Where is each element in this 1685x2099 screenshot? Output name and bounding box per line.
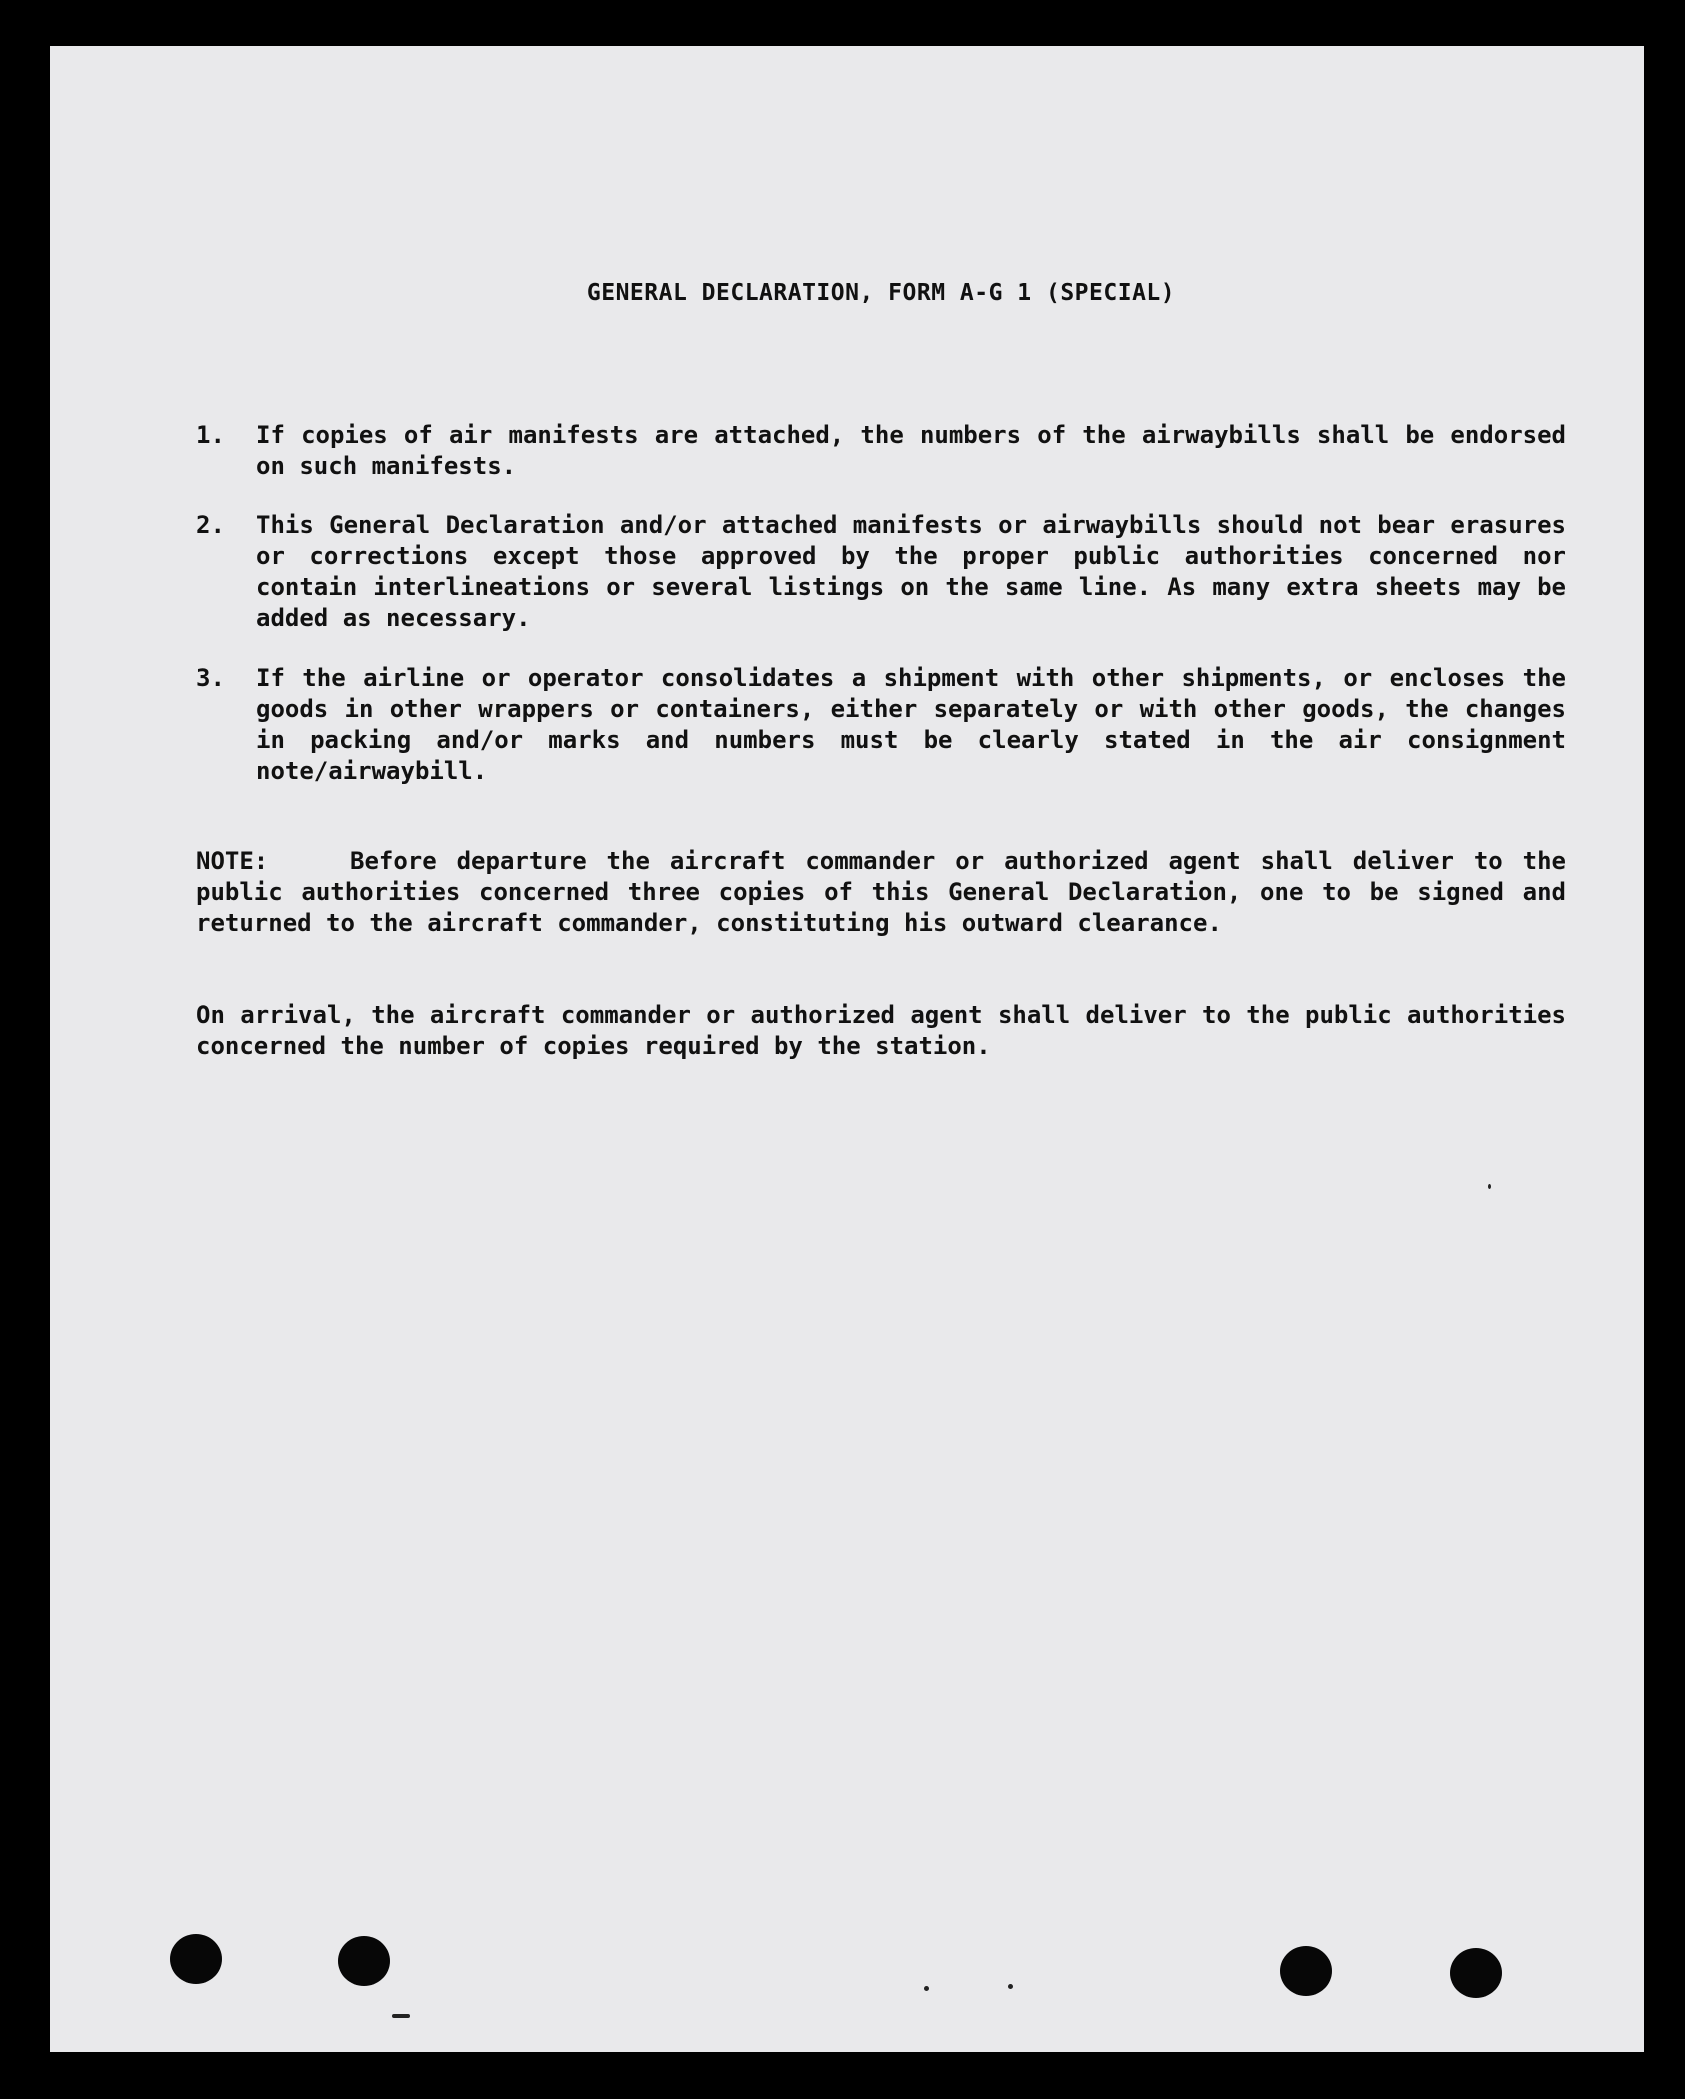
scan-speck bbox=[392, 2014, 410, 2018]
instruction-item-1 bbox=[196, 420, 1566, 482]
arrival-paragraph: On arrival, the aircraft commander or authorized agent shall deliver to the public authorities concerned the number of copies required by the station. bbox=[196, 1001, 1566, 1060]
punch-hole-right-2 bbox=[1450, 1948, 1502, 1998]
scan-speck bbox=[1488, 1184, 1491, 1189]
item-number: 1. bbox=[196, 421, 225, 449]
punch-hole-left-1 bbox=[170, 1934, 222, 1984]
item-number: 3. bbox=[196, 664, 225, 692]
note-text: Before departure the aircraft commander or authorized agent shall deliver to the public authorities concerned three copies of this General Declaration, one to be signed and returned to the aircraft commander, constituting his outward clearance. bbox=[196, 847, 1566, 937]
note-paragraph bbox=[196, 846, 1566, 939]
punch-hole-right-1 bbox=[1280, 1946, 1332, 1996]
item-text: If copies of air manifests are attached, the numbers of the airwaybills shall be endorsed on such manifests. bbox=[256, 421, 1566, 480]
note-label: NOTE: bbox=[196, 847, 269, 875]
instruction-item-3 bbox=[196, 663, 1566, 787]
scan-speck bbox=[924, 1986, 929, 1991]
item-text: This General Declaration and/or attached manifests or airwaybills should not bear erasures or corrections except those approved by the proper public authorities concerned nor contain interlineations or several listings on the same line. As many extra sheets may be added as necessary. bbox=[256, 511, 1566, 632]
instruction-item-2 bbox=[196, 510, 1566, 634]
document-title: GENERAL DECLARATION, FORM A-G 1 (SPECIAL) bbox=[586, 280, 1176, 306]
item-number: 2. bbox=[196, 511, 225, 539]
item-text: If the airline or operator consolidates a shipment with other shipments, or encloses the goods in other wrappers or containers, either separately or with other goods, the changes in packing and/or marks and numbers must be clearly stated in the air consignment note/airwaybill. bbox=[256, 664, 1566, 785]
punch-hole-left-2 bbox=[338, 1936, 390, 1986]
paper-sheet bbox=[50, 46, 1644, 2052]
scan-speck bbox=[1008, 1984, 1013, 1989]
